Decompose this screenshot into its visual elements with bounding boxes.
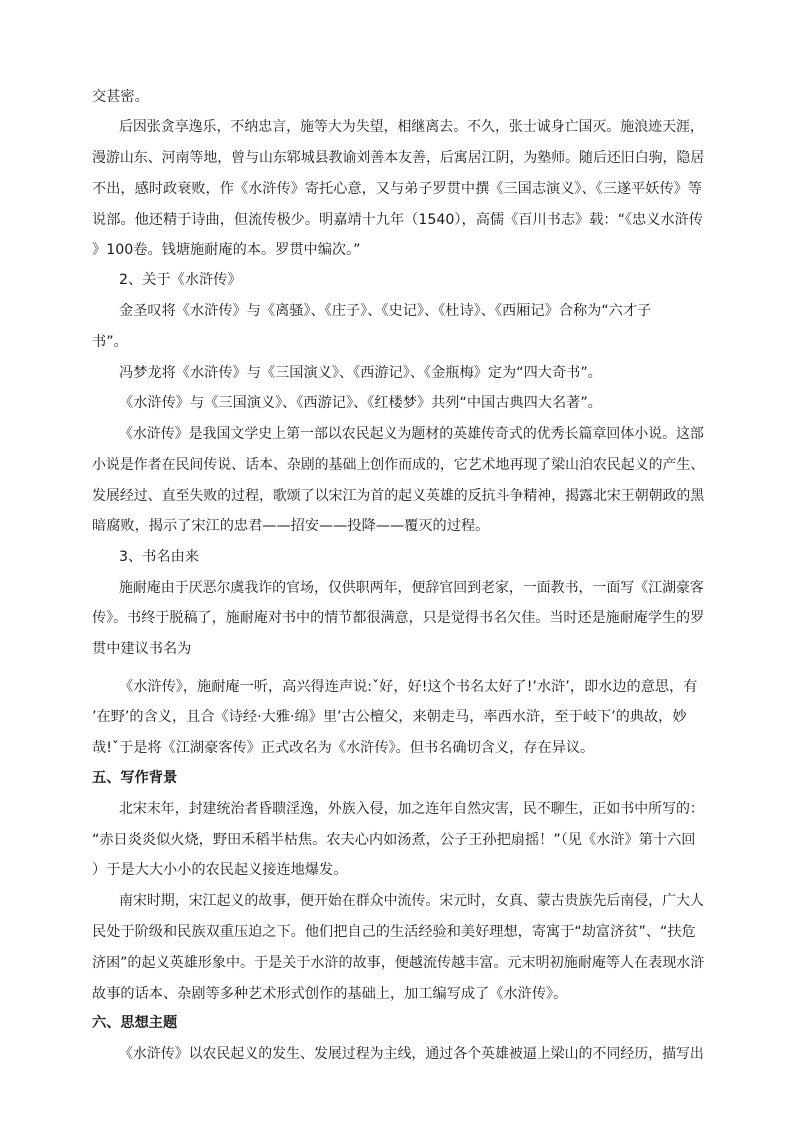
paragraph-line: 《水浒传》以农民起义的发生、发展过程为主线，通过各个英雄被逼上梁山的不同经历，描写出 <box>119 1046 704 1062</box>
paragraph-line: 南宋时期，宋江起义的故事，便开始在群众中流传。宋元时，女真、蒙古贵族先后南侵，广大人 <box>119 893 704 909</box>
paragraph-line: 《水浒传》与《三国演义》、《西游记》、《红楼梦》共列“中国古典四大名著”。 <box>119 395 602 411</box>
paragraph-line: 冯梦龙将《水浒传》与《三国演义》、《西游记》、《金瓶梅》定为“四大奇书”。 <box>119 365 602 381</box>
paragraph-line: 《水浒传》，施耐庵一听，高兴得连声说:ˇ好，好!这个书名太好了!’水浒’，即水边的意思，有 <box>119 679 698 695</box>
chapter-heading: 六、思想主题 <box>92 1015 178 1031</box>
paragraph-line: “赤日炎炎似火烧，野田禾稻半枯焦。农夫心内如汤煮，公子王孙把扇摇！”（见《水浒》第十六回 <box>92 832 696 848</box>
paragraph-line: 北宋末年，封建统治者昏聩淫逸，外族入侵，加之连年自然灾害，民不聊生，正如书中所写的： <box>119 801 704 817</box>
paragraph-line: 民处于阶级和民族双重压迫之下。他们把自己的生活经验和美好理想，寄寓于“劫富济贫”、“扶危 <box>92 924 696 940</box>
paragraph-line: 说部。他还精于诗曲，但流传极少。明嘉靖十九年（1540），高儒《百川书志》载：“《忠义水浒传 <box>92 212 703 228</box>
paragraph-line: 》100卷。钱塘施耐庵的本。罗贯中编次。” <box>92 242 361 258</box>
paragraph-line: 《水浒传》是我国文学史上第一部以农民起义为题材的英雄传奇式的优秀长篇章回体小说。这部 <box>119 426 704 442</box>
paragraph-line: 贯中建议书名为 <box>92 641 192 657</box>
paragraph-line: 后因张贪享逸乐，不纳忠言，施等大为失望，相继离去。不久，张士诚身亡国灭。施浪迹天涯， <box>119 119 704 135</box>
paragraph-line: 交甚密。 <box>92 89 149 105</box>
paragraph-line: 发展经过、直至失败的过程，歌颂了以宋江为首的起义英雄的反抗斗争精神，揭露北宋王朝朝政的黑 <box>92 488 705 504</box>
section-heading: 2、关于《水浒传》 <box>119 272 242 288</box>
paragraph-line: 故事的话本、杂剧等多种艺术形式创作的基础上，加工编写成了《水浒传》。 <box>92 986 568 1002</box>
paragraph-line: 不出，感时政衰败，作《水浒传》寄托心意，又与弟子罗贯中撰《三国志演义》、《三遂平妖传》等 <box>92 181 703 197</box>
paragraph-line: 传》。书终于脱稿了，施耐庵对书中的情节都很满意，只是觉得书名欠佳。当时还是施耐庵学生的罗 <box>92 610 705 626</box>
chapter-heading: 五、写作背景 <box>92 770 178 786</box>
paragraph-line: 暗腐败，揭示了宋江的忠君——招安——投降——覆灭的过程。 <box>92 518 490 534</box>
section-heading: 3、书名由来 <box>119 549 199 565</box>
paragraph-line: 小说是作者在民间传说、话本、杂剧的基础上创作而成的，它艺术地再现了梁山泊农民起义的产生、 <box>92 457 705 473</box>
paragraph-line: 济困”的起义英雄形象中。于是关于水浒的故事，便越流传越丰富。元末明初施耐庵等人在表现水浒 <box>92 955 705 971</box>
paragraph-line: ）于是大大小小的农民起义接连地爆发。 <box>92 862 348 878</box>
paragraph-line: 漫游山东、河南等地，曾与山东郓城县教谕刘善本友善，后寓居江阴，为塾师。随后还旧白驹，隐居 <box>92 150 705 166</box>
paragraph-line: 书”。 <box>92 334 128 350</box>
paragraph-line: ’在野’的含义，且合《诗经·大雅·绵》里’古公檀父，来朝走马，率西水浒，至于岐下’的典故，妙 <box>92 709 687 725</box>
paragraph-line: 哉!ˇ于是将《江湖豪客传》正式改名为《水浒传》。但书名确切含义，存在异议。 <box>92 740 595 756</box>
paragraph-line: 金圣叹将《水浒传》与《离骚》、《庄子》、《史记》、《杜诗》、《西厢记》合称为“六才子 <box>119 303 652 319</box>
paragraph-line: 施耐庵由于厌恶尔虞我诈的官场，仅供职两年，便辞官回到老家，一面教书，一面写《江湖豪客 <box>119 580 704 596</box>
